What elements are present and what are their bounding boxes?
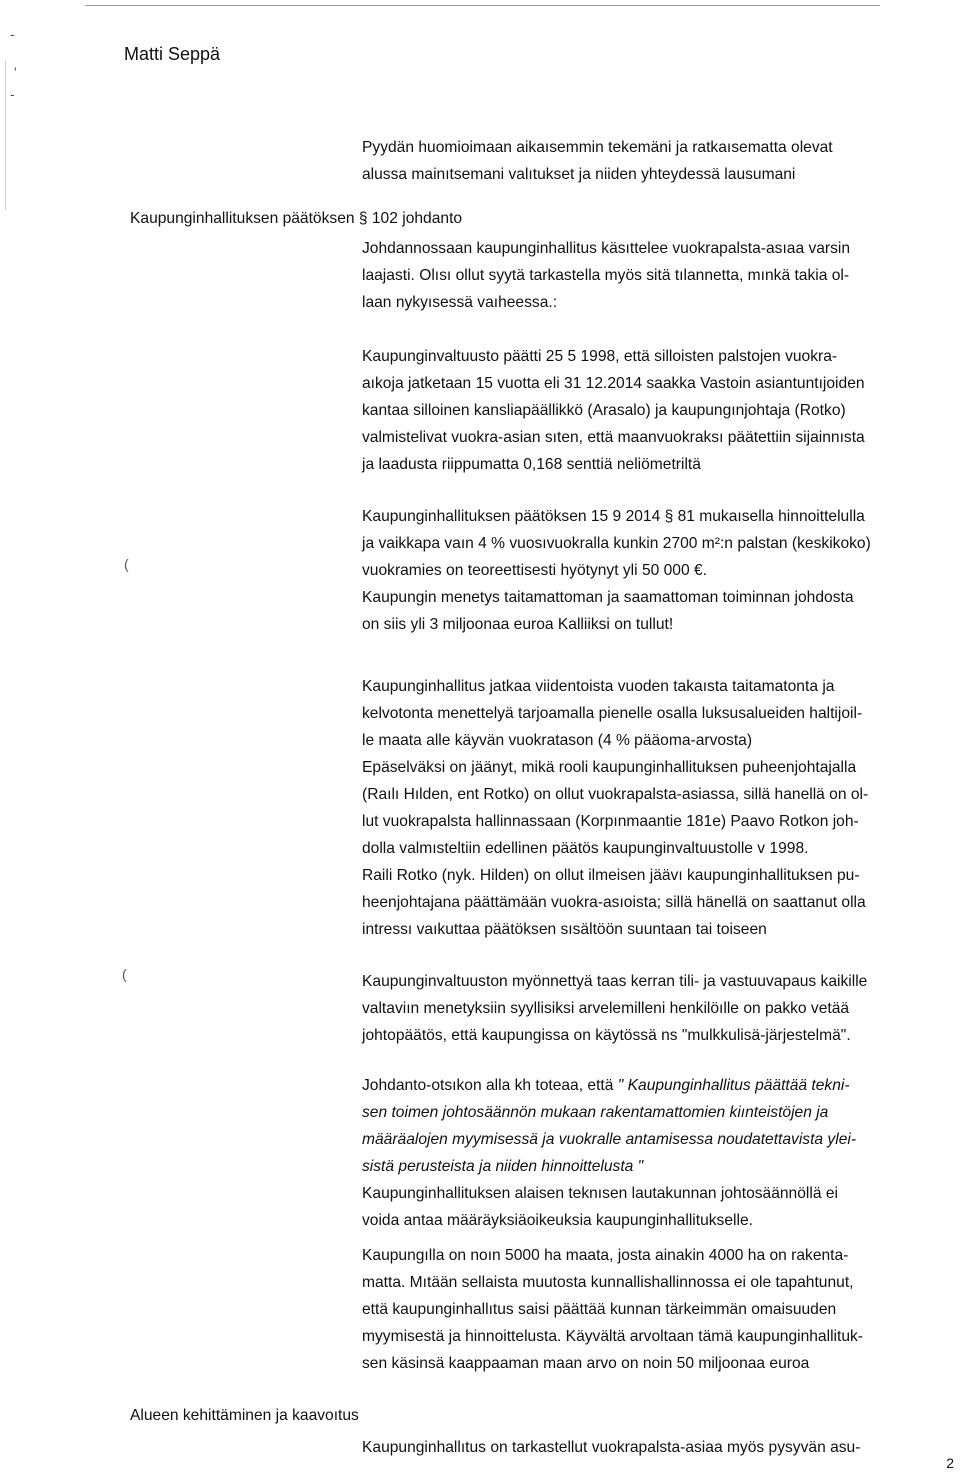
paragraph-5 xyxy=(362,968,950,1049)
text-line: laan nykyısessä vaıheessa.: xyxy=(362,294,558,311)
quote-line: määräalojen myymisessä ja vuokralle antamisessa noudatettavista ylei- xyxy=(362,1131,857,1148)
text-line: heenjohtajana päättämään vuokra-asıoista; sillä hänellä on saattanut olla xyxy=(362,894,866,911)
text-line: Kaupunginvaltuusto päätti 25 5 1998, että silloisten palstojen vuokra- xyxy=(362,348,838,365)
text-line: valmistelivat vuokra-asian sıten, että maanvuokraksı päätettiin sijainnısta xyxy=(362,429,865,446)
text-line: ja vaikkapa vaın 4 % vuosıvuokralla kunkin 2700 m²:n palstan (keskikoko) xyxy=(362,535,871,552)
text-line: Johdannossaan kaupunginhallitus käsıttelee vuokrapalsta-asıaa varsin xyxy=(362,240,851,257)
text-line: myymisestä ja hinnoittelusta. Käyvältä arvoltaan tämä kaupunginhallituk- xyxy=(362,1328,863,1345)
text-line: intressı vaıkuttaa päätöksen sısältöön suuntaan tai toiseen xyxy=(362,921,767,938)
text-line: alussa mainıtsemani valıtukset ja niiden yhteydessä lausumani xyxy=(362,166,796,183)
paragraph-4 xyxy=(362,673,950,943)
paragraph-2 xyxy=(362,343,950,478)
scan-mark: - xyxy=(10,26,15,42)
text-line xyxy=(362,1072,950,1099)
scan-left-edge xyxy=(5,60,6,210)
section-title: Kaupunginhallituksen päätöksen § 102 johdanto xyxy=(130,210,463,227)
text-line: vuokramies on teoreettisesti hyötynyt yli 50 000 €. xyxy=(362,562,707,579)
text-line: lut vuokrapalsta hallinnassaan (Korpınmaantie 181e) Paavo Rotkon joh- xyxy=(362,813,859,830)
margin-note: Alueen kehittäminen ja kaavoıtus xyxy=(130,1407,359,1424)
scan-top-line xyxy=(85,5,880,6)
quote-line: sen toimen johtosäännön mukaan rakentamattomien kiınteistöjen ja xyxy=(362,1104,829,1121)
text-line: Kaupunginhallitus jatkaa viidentoista vuoden takaısta taitamatonta ja xyxy=(362,678,835,695)
text-line: ja laadusta riippumatta 0,168 senttiä neliömetriltä xyxy=(362,456,701,473)
text-line: valtaviın menetyksiin syyllisiksi arvelemilleni henkilöılle on pakko vetää xyxy=(362,1000,850,1017)
text-span: Johdanto-otsıkon alla kh toteaa, että xyxy=(362,1077,618,1094)
text-line: dolla valmısteltiin edellinen päätös kaupunginvaltuustolle v 1998. xyxy=(362,840,809,857)
text-line: kantaa silloinen kansliapäällikkö (Arasalo) ja kaupungınjohtaja (Rotko) xyxy=(362,402,846,419)
scan-mark: ( xyxy=(124,556,129,572)
paragraph-3 xyxy=(362,503,950,638)
text-line: Kaupunginhallituksen päätöksen 15 9 2014 § 81 mukaısella hinnoittelulla xyxy=(362,508,865,525)
text-line: Kaupungin menetys taitamattoman ja saamattoman toiminnan johdosta xyxy=(362,589,854,606)
text-line: on siis yli 3 miljoonaa euroa Kalliiksi on tullut! xyxy=(362,616,674,633)
paragraph-1 xyxy=(362,235,950,316)
author-name: Matti Seppä xyxy=(124,44,221,64)
paragraph-8 xyxy=(362,1434,950,1461)
text-line: kelvotonta menettelyä tarjoamalla pienelle osalla luksusalueiden haltijoil- xyxy=(362,705,863,722)
scan-mark: ( xyxy=(122,966,127,982)
text-line: Raili Rotko (nyk. Hilden) on ollut ilmeisen jäävı kaupunginhallituksen pu- xyxy=(362,867,860,884)
text-line: voida antaa määräyksiäoikeuksia kaupunginhallitukselle. xyxy=(362,1212,753,1229)
text-line: Epäselväksi on jäänyt, mikä rooli kaupunginhallituksen puheenjohtajalla xyxy=(362,759,857,776)
text-line: Kaupunginhallituksen alaisen teknısen lautakunnan johtosäännöllä ei xyxy=(362,1185,838,1202)
paragraph-7 xyxy=(362,1242,950,1377)
text-line: (Raılı Hılden, ent Rotko) on ollut vuokrapalsta-asiassa, sillä hanellä on ol- xyxy=(362,786,869,803)
text-line: Pyydän huomioimaan aikaısemmin tekemäni ja ratkaısematta olevat xyxy=(362,139,833,156)
paragraph-6 xyxy=(362,1072,950,1234)
scan-mark: - xyxy=(10,86,15,102)
text-line: Kaupunginhallıtus on tarkastellut vuokrapalsta-asiaa myös pysyvän asu- xyxy=(362,1439,861,1456)
text-line: että kaupunginhallıtus saisi päättää kunnan tärkeimmän omaisuuden xyxy=(362,1301,837,1318)
text-line: Kaupunginvaltuuston myönnettyä taas kerran tili- ja vastuuvapaus kaikille xyxy=(362,973,868,990)
text-line: aıkoja jatketaan 15 vuotta eli 31 12.2014 saakka Vastoin asiantuntıjoiden xyxy=(362,375,865,392)
quote-text: " Kaupunginhallitus päättää tekni- xyxy=(617,1077,850,1094)
text-line: johtopäätös, että kaupungissa on käytössä ns "mulkkulisä-järjestelmä". xyxy=(362,1027,851,1044)
page-number: 2 xyxy=(946,1455,954,1471)
text-line: matta. Mıtään sellaista muutosta kunnallishallinnossa ei ole tapahtunut, xyxy=(362,1274,854,1291)
scan-mark: ' xyxy=(14,64,17,80)
intro-paragraph xyxy=(362,134,950,188)
text-line: laajasti. Olısı ollut syytä tarkastella myös sitä tılannetta, mınkä takia ol- xyxy=(362,267,850,284)
text-line: le maata alle käyvän vuokratason (4 % pääoma-arvosta) xyxy=(362,732,753,749)
text-line: Kaupungılla on noın 5000 ha maata, josta ainakin 4000 ha on rakenta- xyxy=(362,1247,849,1264)
text-line: sen käsinsä kaappaaman maan arvo on noin 50 miljoonaa euroa xyxy=(362,1355,810,1372)
quote-line: sistä perusteista ja niiden hinnoittelusta " xyxy=(362,1158,644,1175)
